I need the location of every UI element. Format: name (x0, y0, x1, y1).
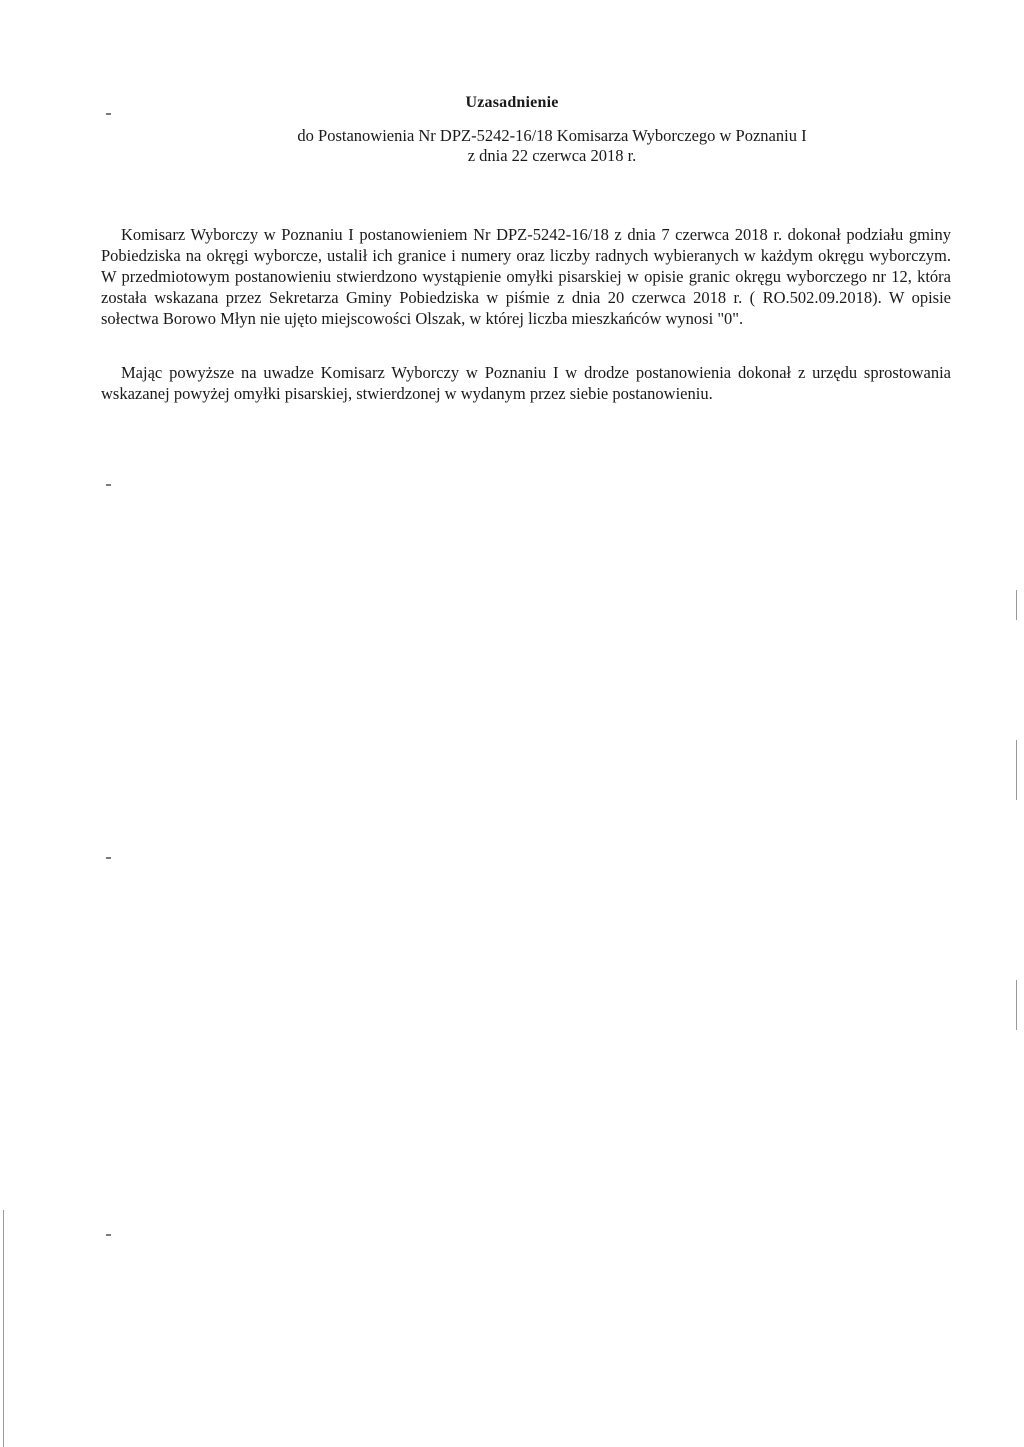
scan-edge-line (1016, 590, 1017, 620)
scan-mark (106, 1234, 111, 1236)
subtitle-line-1: do Postanowienia Nr DPZ-5242-16/18 Komisarza Wyborczego w Poznaniu I (297, 126, 807, 145)
document-title: Uzasadnienie (465, 94, 559, 111)
paragraph-2: Mając powyższe na uwadze Komisarz Wyborczy w Poznaniu I w drodze postanowienia dokonał z urzędu sprostowania wskazanej powyżej omyłki pisarskiej, stwierdzonej w wydanym przez siebie postanowieniu. (101, 363, 951, 403)
paragraph-1: Komisarz Wyborczy w Poznaniu I postanowieniem Nr DPZ-5242-16/18 z dnia 7 czerwca 2018 r. dokonał podziału gminy Pobiedziska na okręgi wyborcze, ustalił ich granice i numery oraz liczby radnych wybieranych w każdym okręgu wyborczym. W przedmiotowym postanowieniu stwierdzono wystąpienie omyłki pisarskiej w opisie granic okręgu wyborczego nr 12, która została wskazana przez Sekretarza Gminy Pobiedziska w piśmie z dnia 20 czerwca 2018 r. ( RO.502.09.2018). W opisie sołectwa Borowo Młyn nie ujęto miejscowości Olszak, w której liczba mieszkańców wynosi "0". (101, 225, 951, 328)
scan-edge-line (1016, 980, 1017, 1030)
scan-edge-line (1016, 740, 1017, 800)
scan-edge-line (3, 1210, 4, 1447)
document-subtitle (40, 126, 1024, 166)
subtitle-line-2: z dnia 22 czerwca 2018 r. (467, 146, 637, 165)
scan-mark (106, 857, 111, 859)
scan-mark (106, 113, 111, 115)
scan-mark (106, 484, 111, 486)
